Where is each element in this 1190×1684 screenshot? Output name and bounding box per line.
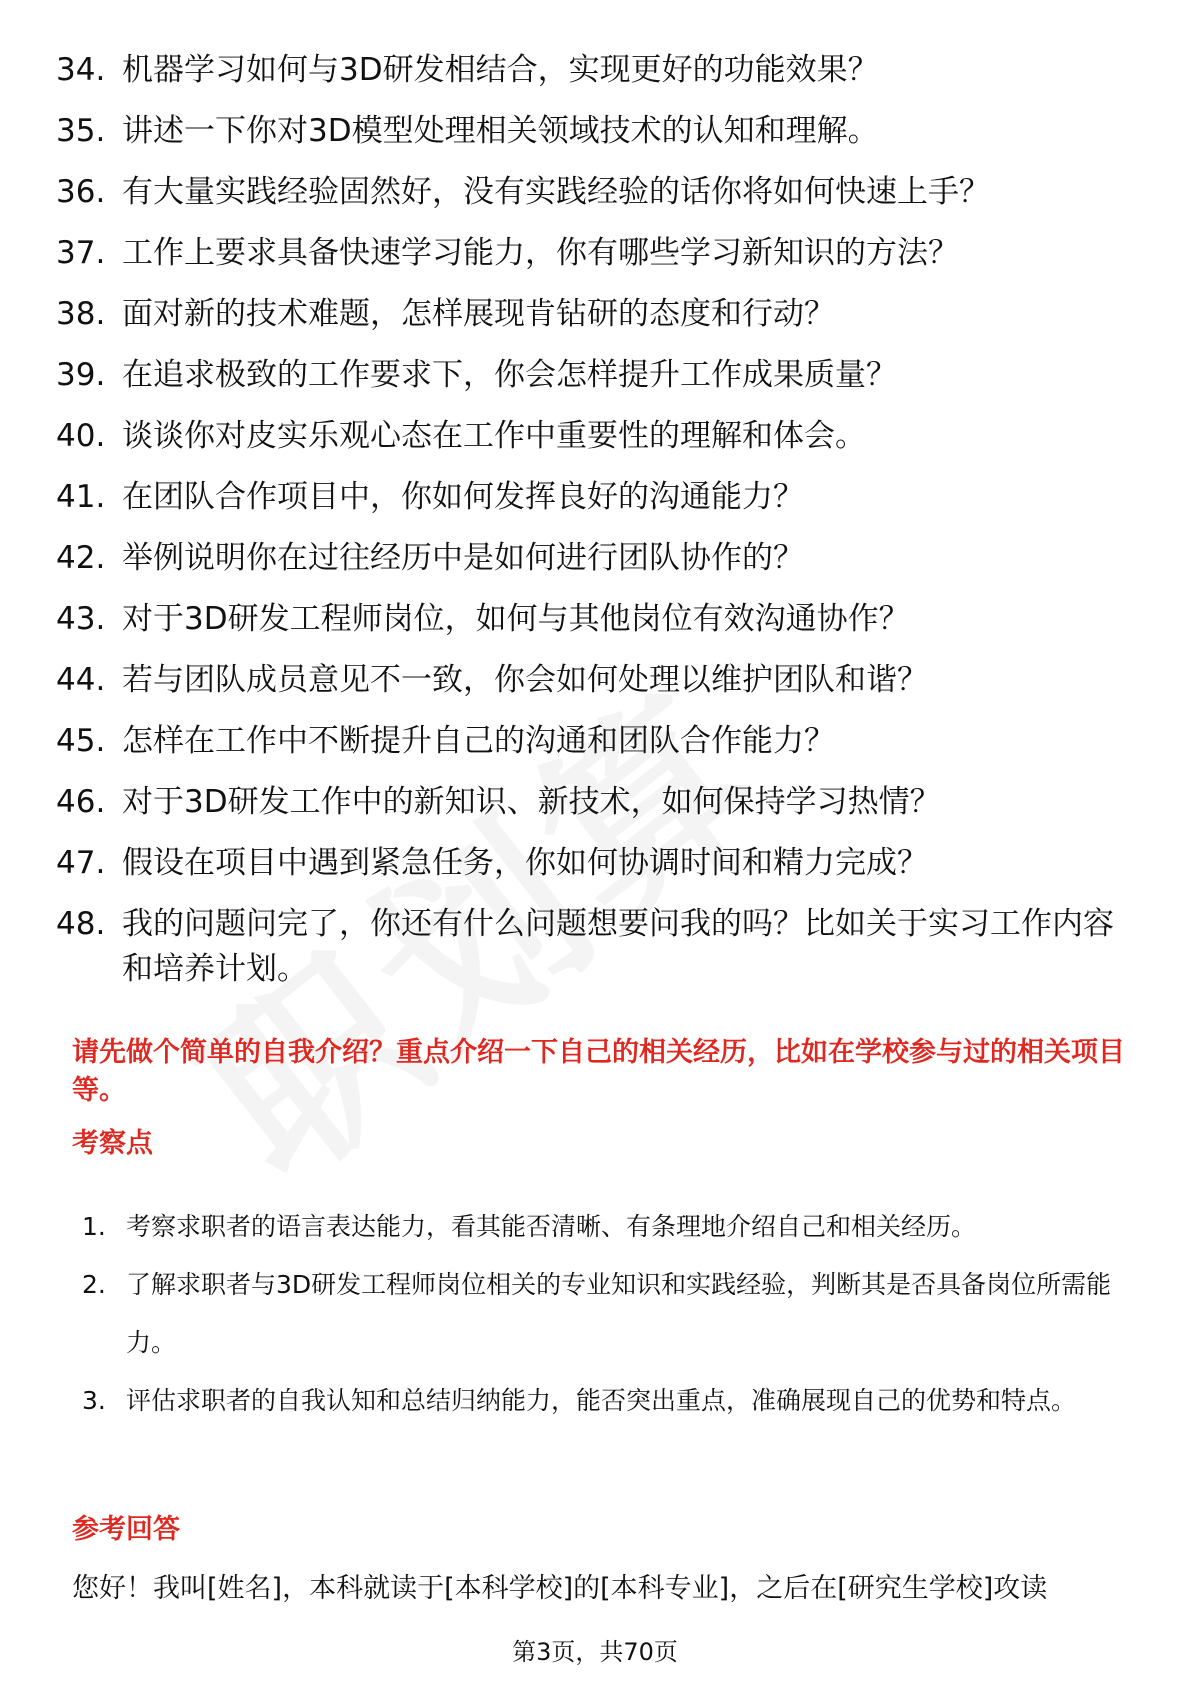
question-number: 46. [56,784,106,820]
question-number: 45. [56,723,106,759]
question-number: 36. [56,174,106,210]
kaochadian-list [82,1198,1142,1430]
page-footer: 第3页，共70页 [512,1638,678,1666]
list-item [56,475,1136,520]
list-item [82,1198,1142,1256]
list-item [56,902,1136,992]
answer-text: 您好！我叫[姓名]，本科就读于[本科学校]的[本科专业]，之后在[研究生学校]攻读 [72,1573,1048,1604]
question-number: 40. [56,418,106,454]
question-text: 若与团队成员意见不一致，你会如何处理以维护团队和谐？ [122,662,928,698]
question-text: 在团队合作项目中，你如何发挥良好的沟通能力？ [122,479,804,515]
question-number: 47. [56,845,106,881]
list-item [56,231,1136,276]
question-number: 35. [56,113,106,149]
list-item [56,109,1136,154]
question-text: 工作上要求具备快速学习能力，你有哪些学习新知识的方法？ [122,235,959,271]
section-title-kaochadian: 考察点 [72,1128,153,1159]
question-text: 对于3D研发工程师岗位，如何与其他岗位有效沟通协作？ [122,601,910,637]
question-text: 我的问题问完了，你还有什么问题想要问我的吗？比如关于实习工作内容和培养计划。 [122,906,1114,987]
question-text: 举例说明你在过往经历中是如何进行团队协作的？ [122,540,804,576]
list-item [56,353,1136,398]
question-number: 37. [56,235,106,271]
question-number: 42. [56,540,106,576]
question-text: 机器学习如何与3D研发相结合，实现更好的功能效果？ [122,52,879,88]
question-list [56,48,1136,1008]
list-item [56,414,1136,459]
list-item [56,48,1136,93]
question-text: 怎样在工作中不断提升自己的沟通和团队合作能力？ [122,723,835,759]
question-text: 谈谈你对皮实乐观心态在工作中重要性的理解和体会。 [122,418,866,454]
question-number: 34. [56,52,106,88]
question-number: 38. [56,296,106,332]
question-number: 41. [56,479,106,515]
list-item [56,841,1136,886]
point-number: 2. [82,1270,106,1299]
question-text: 讲述一下你对3D模型处理相关领域技术的认知和理解。 [122,113,879,149]
question-number: 39. [56,357,106,393]
point-text: 评估求职者的自我认知和总结归纳能力，能否突出重点，准确展现自己的优势和特点。 [126,1386,1077,1415]
list-item [56,658,1136,703]
list-item [56,170,1136,215]
point-number: 3. [82,1386,106,1415]
point-text: 了解求职者与3D研发工程师岗位相关的专业知识和实践经验，判断其是否具备岗位所需能力。 [126,1270,1112,1357]
question-text: 面对新的技术难题，怎样展现肯钻研的态度和行动？ [122,296,835,332]
list-item [82,1372,1142,1430]
question-text: 有大量实践经验固然好，没有实践经验的话你将如何快速上手？ [122,174,990,210]
question-text: 在追求极致的工作要求下，你会怎样提升工作成果质量？ [122,357,897,393]
question-number: 48. [56,906,106,942]
list-item [56,597,1136,642]
list-item [56,780,1136,825]
list-item [56,536,1136,581]
question-text: 假设在项目中遇到紧急任务，你如何协调时间和精力完成？ [122,845,928,881]
highlight-question: 请先做个简单的自我介绍？重点介绍一下自己的相关经历，比如在学校参与过的相关项目等。 [72,1037,1125,1106]
list-item [56,719,1136,764]
question-text: 对于3D研发工作中的新知识、新技术，如何保持学习热情？ [122,784,941,820]
list-item [56,292,1136,337]
question-number: 44. [56,662,106,698]
section-title-cankaohuida: 参考回答 [72,1514,180,1545]
point-number: 1. [82,1212,106,1241]
list-item [82,1256,1142,1372]
question-number: 43. [56,601,106,637]
point-text: 考察求职者的语言表达能力，看其能否清晰、有条理地介绍自己和相关经历。 [126,1212,977,1241]
